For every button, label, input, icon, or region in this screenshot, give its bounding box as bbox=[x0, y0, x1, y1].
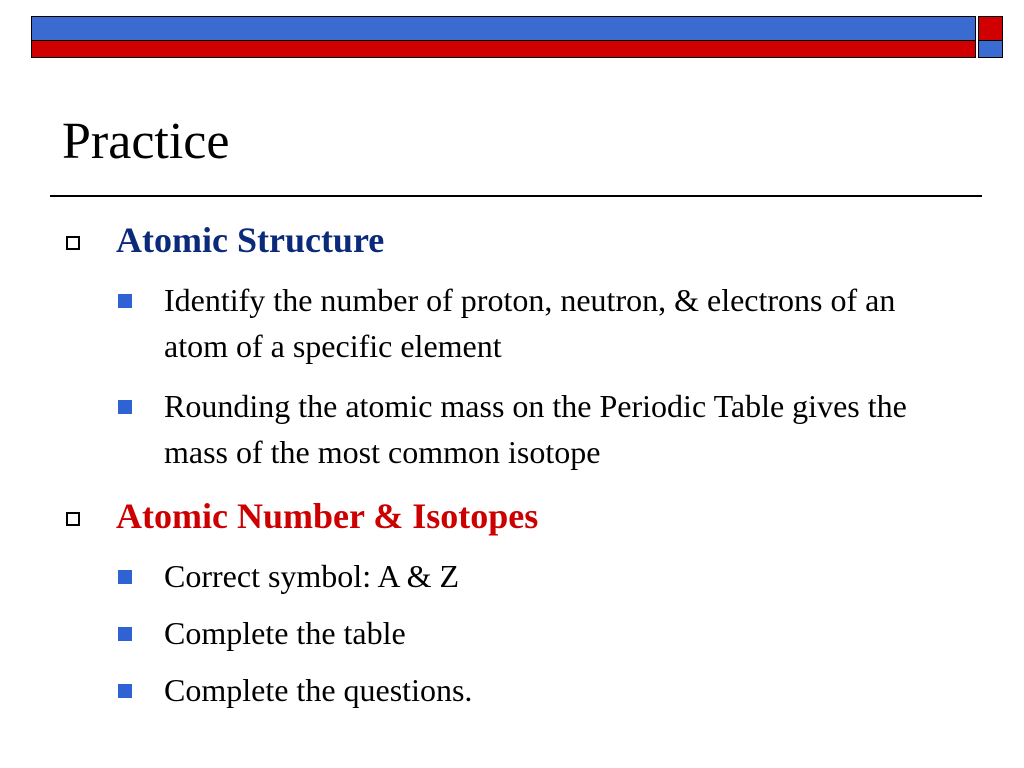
filled-square-bullet-icon bbox=[118, 684, 132, 698]
section-heading-atomic-number-isotopes: Atomic Number & Isotopes bbox=[116, 496, 539, 536]
filled-square-bullet-icon bbox=[118, 400, 132, 414]
section-heading-atomic-structure: Atomic Structure bbox=[116, 220, 385, 260]
slide-title: Practice bbox=[62, 113, 230, 170]
filled-square-bullet-icon bbox=[118, 570, 132, 584]
list-item: Identify the number of proton, neutron, & electrons of an atom of a specific element bbox=[164, 282, 896, 364]
list-item: Correct symbol: A & Z bbox=[164, 558, 460, 594]
list-item: Rounding the atomic mass on the Periodic Table gives the mass of the most common isotope bbox=[164, 388, 907, 470]
filled-square-bullet-icon bbox=[118, 627, 132, 641]
filled-square-bullet-icon bbox=[118, 294, 132, 308]
list-item: Complete the table bbox=[164, 615, 406, 651]
list-item: Complete the questions. bbox=[164, 672, 473, 708]
hollow-square-bullet-icon bbox=[66, 236, 80, 250]
hollow-square-bullet-icon bbox=[66, 512, 80, 526]
